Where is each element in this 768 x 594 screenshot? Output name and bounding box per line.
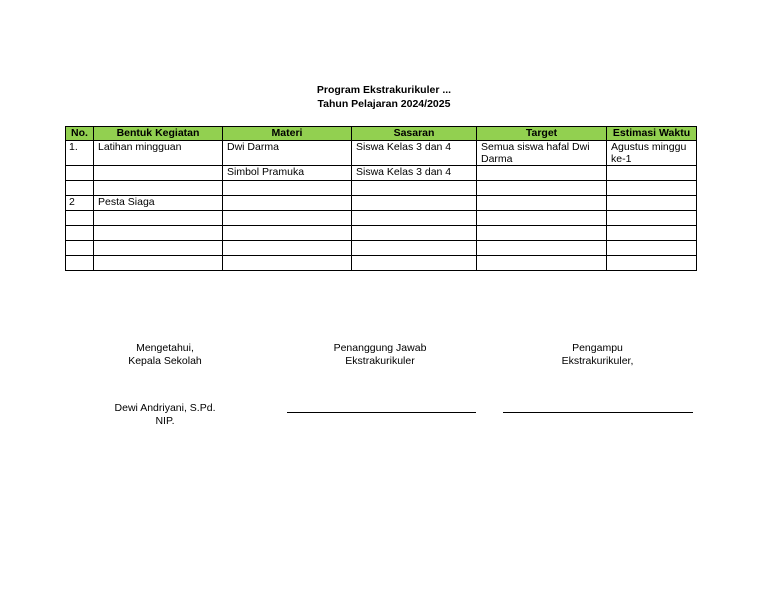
signatory-nip: NIP.	[155, 414, 175, 427]
table-header-row	[66, 127, 697, 141]
table-cell	[477, 166, 607, 181]
table-row	[66, 181, 697, 196]
table-cell	[223, 181, 352, 196]
table-cell	[94, 241, 223, 256]
table-cell	[352, 256, 477, 271]
table-cell: 2	[66, 196, 94, 211]
header-estimasi-waktu: Estimasi Waktu	[607, 127, 697, 141]
table-cell	[94, 256, 223, 271]
header-no: No.	[66, 127, 94, 141]
table-cell: Siswa Kelas 3 dan 4	[352, 166, 477, 181]
table-cell	[66, 256, 94, 271]
table-cell	[477, 211, 607, 226]
table-cell	[352, 241, 477, 256]
header-bentuk-kegiatan: Bentuk Kegiatan	[94, 127, 223, 141]
table-cell	[223, 241, 352, 256]
header-sasaran: Sasaran	[352, 127, 477, 141]
signature-role: Kepala Sekolah	[128, 354, 202, 367]
table-cell	[477, 256, 607, 271]
signature-line-penanggung-jawab	[287, 412, 476, 413]
table-cell	[94, 166, 223, 181]
table-cell: Latihan mingguan	[94, 141, 223, 166]
program-table	[65, 126, 697, 271]
table-cell	[607, 196, 697, 211]
table-row	[66, 226, 697, 241]
table-cell	[66, 181, 94, 196]
table-cell	[223, 211, 352, 226]
header-target: Target	[477, 127, 607, 141]
table-cell	[352, 211, 477, 226]
table-cell	[607, 211, 697, 226]
signatory-name: Dewi Andriyani, S.Pd.	[114, 402, 216, 414]
table-cell	[352, 226, 477, 241]
table-cell	[94, 181, 223, 196]
table-cell	[477, 196, 607, 211]
table-row	[66, 256, 697, 271]
table-cell	[477, 181, 607, 196]
signature-role: Ekstrakurikuler,	[561, 354, 634, 367]
table-row	[66, 141, 697, 166]
signature-label: Penanggung Jawab	[333, 342, 427, 354]
table-cell	[607, 226, 697, 241]
table-cell	[607, 256, 697, 271]
table-cell	[607, 166, 697, 181]
table-cell	[223, 196, 352, 211]
table-cell	[66, 226, 94, 241]
signature-block-pengampu	[525, 342, 670, 367]
table-cell: Pesta Siaga	[94, 196, 223, 211]
table-cell	[223, 256, 352, 271]
table-cell	[94, 226, 223, 241]
table-cell	[94, 211, 223, 226]
table-cell	[352, 196, 477, 211]
table-row	[66, 211, 697, 226]
table-cell	[477, 226, 607, 241]
signature-label: Mengetahui,	[136, 342, 194, 354]
table-row	[66, 166, 697, 181]
table-row	[66, 196, 697, 211]
signature-label: Pengampu	[572, 342, 623, 354]
table-cell: Dwi Darma	[223, 141, 352, 166]
document-title: Program Ekstrakurikuler ...	[316, 84, 452, 96]
table-cell: Siswa Kelas 3 dan 4	[352, 141, 477, 166]
table-cell	[66, 241, 94, 256]
signature-role: Ekstrakurikuler	[345, 354, 415, 367]
table-row	[66, 241, 697, 256]
table-cell: Agustus minggu ke-1	[607, 141, 697, 166]
table-cell	[607, 241, 697, 256]
table-cell	[66, 211, 94, 226]
document-subtitle: Tahun Pelajaran 2024/2025	[317, 98, 451, 110]
table-cell: Semua siswa hafal Dwi Darma	[477, 141, 607, 166]
header-materi: Materi	[223, 127, 352, 141]
table-cell	[352, 181, 477, 196]
table-cell	[607, 181, 697, 196]
table-cell: Simbol Pramuka	[223, 166, 352, 181]
signatory-name-block	[95, 402, 235, 427]
signature-block-penanggung-jawab	[305, 342, 455, 367]
signature-block-kepala-sekolah	[95, 342, 235, 367]
table-cell	[66, 166, 94, 181]
table-cell: 1.	[66, 141, 94, 166]
signature-line-pengampu	[503, 412, 693, 413]
table-cell	[477, 241, 607, 256]
table-cell	[223, 226, 352, 241]
